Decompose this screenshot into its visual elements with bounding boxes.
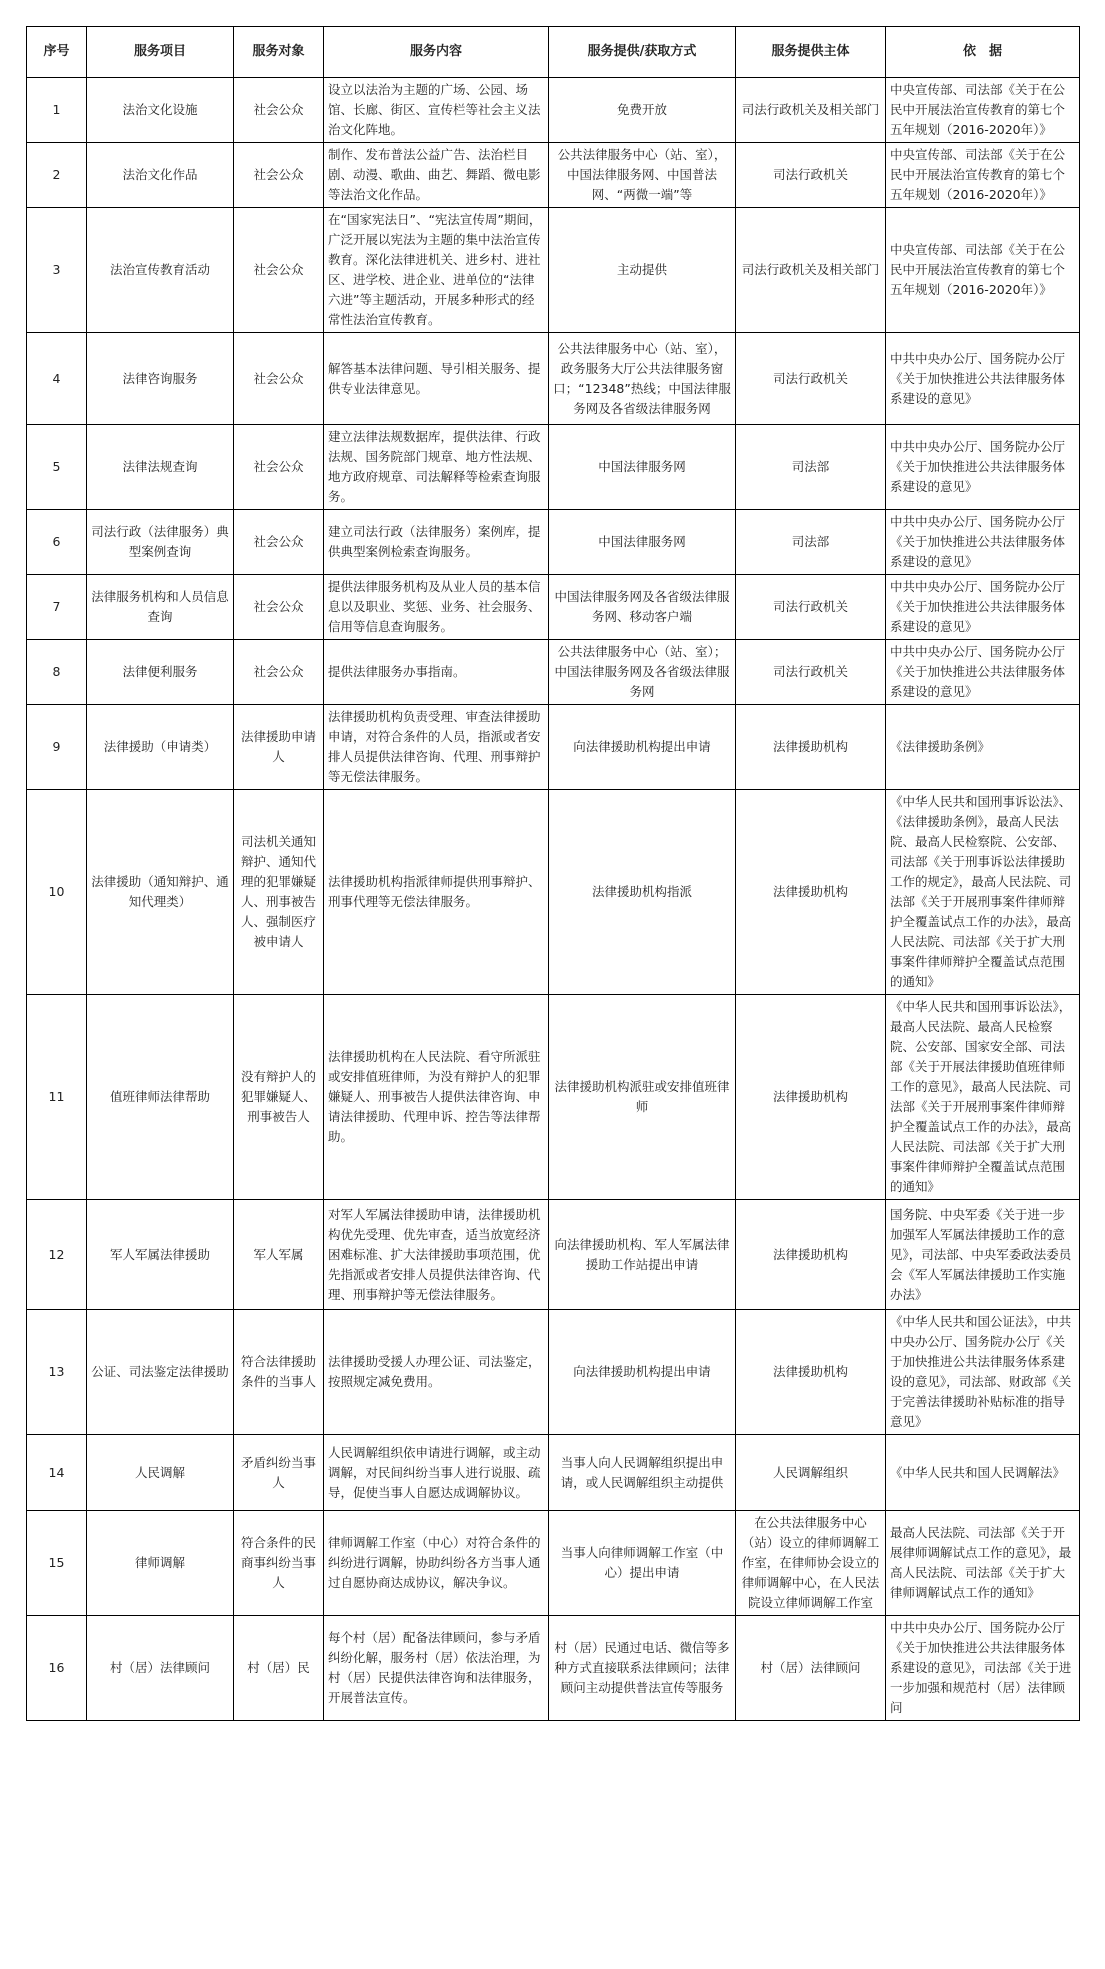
row-no: 9 [27, 705, 87, 790]
services-table-wrapper [26, 26, 1079, 1721]
table-header-row [27, 27, 1080, 78]
row-method: 法律援助机构指派 [549, 790, 736, 995]
row-no: 13 [27, 1310, 87, 1435]
table-row [27, 143, 1080, 208]
row-item: 村（居）法律顾问 [87, 1616, 234, 1721]
row-no: 5 [27, 425, 87, 510]
table-row [27, 640, 1080, 705]
row-provider: 法律援助机构 [736, 705, 886, 790]
table-row [27, 575, 1080, 640]
row-target: 司法机关通知辩护、通知代理的犯罪嫌疑人、刑事被告人、强制医疗被申请人 [234, 790, 324, 995]
row-target: 没有辩护人的犯罪嫌疑人、刑事被告人 [234, 995, 324, 1200]
row-provider: 司法行政机关 [736, 143, 886, 208]
row-provider: 法律援助机构 [736, 1200, 886, 1310]
header-no: 序号 [27, 27, 87, 78]
row-item: 法律服务机构和人员信息查询 [87, 575, 234, 640]
row-method: 村（居）民通过电话、微信等多种方式直接联系法律顾问；法律顾问主动提供普法宣传等服务 [549, 1616, 736, 1721]
row-content: 对军人军属法律援助申请，法律援助机构优先受理、优先审查，适当放宽经济困难标准、扩大法律援助事项范围，优先指派或者安排人员提供法律咨询、代理、刑事辩护等无偿法律服务。 [324, 1200, 549, 1310]
row-basis: 《中华人民共和国公证法》，中共中央办公厅、国务院办公厅《关于加快推进公共法律服务体系建设的意见》，司法部、财政部《关于完善法律援助补贴标准的指导意见》 [886, 1310, 1080, 1435]
header-content: 服务内容 [324, 27, 549, 78]
row-item: 律师调解 [87, 1511, 234, 1616]
row-provider: 在公共法律服务中心（站）设立的律师调解工作室，在律师协会设立的律师调解中心，在人民法院设立律师调解工作室 [736, 1511, 886, 1616]
row-item: 法律法规查询 [87, 425, 234, 510]
row-item: 法律便利服务 [87, 640, 234, 705]
table-row [27, 78, 1080, 143]
row-basis: 国务院、中央军委《关于进一步加强军人军属法律援助工作的意见》，司法部、中央军委政法委员会《军人军属法律援助工作实施办法》 [886, 1200, 1080, 1310]
table-row [27, 333, 1080, 425]
row-item: 法律援助（申请类） [87, 705, 234, 790]
row-target: 符合法律援助条件的当事人 [234, 1310, 324, 1435]
table-row [27, 790, 1080, 995]
row-target: 社会公众 [234, 640, 324, 705]
header-item: 服务项目 [87, 27, 234, 78]
row-content: 律师调解工作室（中心）对符合条件的纠纷进行调解，协助纠纷各方当事人通过自愿协商达成协议，解决争议。 [324, 1511, 549, 1616]
row-method: 法律援助机构派驻或安排值班律师 [549, 995, 736, 1200]
row-no: 16 [27, 1616, 87, 1721]
row-basis: 《中华人民共和国刑事诉讼法》、《法律援助条例》，最高人民法院、最高人民检察院、公安部、司法部《关于刑事诉讼法律援助工作的规定》，最高人民法院、司法部《关于开展刑事案件律师辩护全覆盖试点工作的办法》，最高人民法院、司法部《关于扩大刑事案件律师辩护全覆盖试点范围的通知》 [886, 790, 1080, 995]
row-content: 设立以法治为主题的广场、公园、场馆、长廊、街区、宣传栏等社会主义法治文化阵地。 [324, 78, 549, 143]
row-target: 村（居）民 [234, 1616, 324, 1721]
row-no: 7 [27, 575, 87, 640]
row-method: 向法律援助机构、军人军属法律援助工作站提出申请 [549, 1200, 736, 1310]
public-legal-services-table [26, 26, 1080, 1721]
row-method: 当事人向律师调解工作室（中心）提出申请 [549, 1511, 736, 1616]
row-basis: 《中华人民共和国人民调解法》 [886, 1435, 1080, 1511]
row-no: 2 [27, 143, 87, 208]
header-basis: 依 据 [886, 27, 1080, 78]
row-target: 符合条件的民商事纠纷当事人 [234, 1511, 324, 1616]
row-content: 在“国家宪法日”、“宪法宣传周”期间，广泛开展以宪法为主题的集中法治宣传教育。深化法律进机关、进乡村、进社区、进学校、进企业、进单位的“法律六进”等主题活动，开展多种形式的经常性法治宣传教育。 [324, 208, 549, 333]
table-row [27, 1200, 1080, 1310]
table-row [27, 510, 1080, 575]
row-target: 法律援助申请人 [234, 705, 324, 790]
row-item: 公证、司法鉴定法律援助 [87, 1310, 234, 1435]
row-target: 社会公众 [234, 143, 324, 208]
row-no: 4 [27, 333, 87, 425]
row-item: 法治文化设施 [87, 78, 234, 143]
row-method: 向法律援助机构提出申请 [549, 705, 736, 790]
row-content: 提供法律服务办事指南。 [324, 640, 549, 705]
row-content: 解答基本法律问题、导引相关服务、提供专业法律意见。 [324, 333, 549, 425]
row-target: 社会公众 [234, 333, 324, 425]
table-row [27, 425, 1080, 510]
table-row [27, 208, 1080, 333]
row-method: 当事人向人民调解组织提出申请，或人民调解组织主动提供 [549, 1435, 736, 1511]
header-target: 服务对象 [234, 27, 324, 78]
row-provider: 法律援助机构 [736, 1310, 886, 1435]
row-no: 11 [27, 995, 87, 1200]
row-content: 人民调解组织依申请进行调解，或主动调解，对民间纠纷当事人进行说服、疏导，促使当事人自愿达成调解协议。 [324, 1435, 549, 1511]
row-no: 1 [27, 78, 87, 143]
row-no: 15 [27, 1511, 87, 1616]
row-no: 12 [27, 1200, 87, 1310]
row-basis: 中共中央办公厅、国务院办公厅《关于加快推进公共法律服务体系建设的意见》 [886, 425, 1080, 510]
row-provider: 村（居）法律顾问 [736, 1616, 886, 1721]
row-method: 向法律援助机构提出申请 [549, 1310, 736, 1435]
row-basis: 《法律援助条例》 [886, 705, 1080, 790]
row-provider: 司法行政机关及相关部门 [736, 208, 886, 333]
row-item: 军人军属法律援助 [87, 1200, 234, 1310]
header-provider: 服务提供主体 [736, 27, 886, 78]
row-method: 免费开放 [549, 78, 736, 143]
row-basis: 中共中央办公厅、国务院办公厅《关于加快推进公共法律服务体系建设的意见》，司法部《关于进一步加强和规范村（居）法律顾问 [886, 1616, 1080, 1721]
row-provider: 司法部 [736, 425, 886, 510]
row-target: 军人军属 [234, 1200, 324, 1310]
row-no: 8 [27, 640, 87, 705]
row-method: 中国法律服务网 [549, 510, 736, 575]
row-method: 中国法律服务网及各省级法律服务网、移动客户端 [549, 575, 736, 640]
row-no: 14 [27, 1435, 87, 1511]
row-content: 建立法律法规数据库，提供法律、行政法规、国务院部门规章、地方性法规、地方政府规章、司法解释等检索查询服务。 [324, 425, 549, 510]
row-method: 公共法律服务中心（站、室），中国法律服务网、中国普法网、“两微一端”等 [549, 143, 736, 208]
row-item: 法治文化作品 [87, 143, 234, 208]
row-content: 法律援助机构指派律师提供刑事辩护、刑事代理等无偿法律服务。 [324, 790, 549, 995]
row-basis: 中共中央办公厅、国务院办公厅《关于加快推进公共法律服务体系建设的意见》 [886, 333, 1080, 425]
row-content: 法律援助机构负责受理、审查法律援助申请，对符合条件的人员，指派或者安排人员提供法律咨询、代理、刑事辩护等无偿法律服务。 [324, 705, 549, 790]
row-provider: 司法部 [736, 510, 886, 575]
row-content: 法律援助机构在人民法院、看守所派驻或安排值班律师，为没有辩护人的犯罪嫌疑人、刑事被告人提供法律咨询、申请法律援助、代理申诉、控告等法律帮助。 [324, 995, 549, 1200]
table-row [27, 1616, 1080, 1721]
row-basis: 中央宣传部、司法部《关于在公民中开展法治宣传教育的第七个五年规划（2016-2020年）》 [886, 143, 1080, 208]
row-target: 矛盾纠纷当事人 [234, 1435, 324, 1511]
row-provider: 司法行政机关 [736, 333, 886, 425]
table-row [27, 1310, 1080, 1435]
row-target: 社会公众 [234, 575, 324, 640]
row-basis: 《中华人民共和国刑事诉讼法》，最高人民法院、最高人民检察院、公安部、国家安全部、司法部《关于开展法律援助值班律师工作的意见》，最高人民法院、司法部《关于开展刑事案件律师辩护全覆盖试点工作的办法》，最高人民法院、司法部《关于扩大刑事案件律师辩护全覆盖试点范围的通知》 [886, 995, 1080, 1200]
row-provider: 法律援助机构 [736, 790, 886, 995]
row-method: 主动提供 [549, 208, 736, 333]
row-item: 法律援助（通知辩护、通知代理类） [87, 790, 234, 995]
row-provider: 法律援助机构 [736, 995, 886, 1200]
row-provider: 司法行政机关 [736, 640, 886, 705]
row-method: 中国法律服务网 [549, 425, 736, 510]
row-item: 人民调解 [87, 1435, 234, 1511]
row-provider: 司法行政机关及相关部门 [736, 78, 886, 143]
row-basis: 中共中央办公厅、国务院办公厅《关于加快推进公共法律服务体系建设的意见》 [886, 575, 1080, 640]
row-content: 提供法律服务机构及从业人员的基本信息以及职业、奖惩、业务、社会服务、信用等信息查询服务。 [324, 575, 549, 640]
row-target: 社会公众 [234, 425, 324, 510]
row-method: 公共法律服务中心（站、室）；中国法律服务网及各省级法律服务网 [549, 640, 736, 705]
row-content: 制作、发布普法公益广告、法治栏目剧、动漫、歌曲、曲艺、舞蹈、微电影等法治文化作品。 [324, 143, 549, 208]
row-item: 值班律师法律帮助 [87, 995, 234, 1200]
row-content: 法律援助受援人办理公证、司法鉴定，按照规定减免费用。 [324, 1310, 549, 1435]
table-row [27, 995, 1080, 1200]
header-method: 服务提供/获取方式 [549, 27, 736, 78]
row-basis: 中共中央办公厅、国务院办公厅《关于加快推进公共法律服务体系建设的意见》 [886, 640, 1080, 705]
row-provider: 司法行政机关 [736, 575, 886, 640]
row-target: 社会公众 [234, 510, 324, 575]
row-provider: 人民调解组织 [736, 1435, 886, 1511]
row-no: 3 [27, 208, 87, 333]
row-basis: 中央宣传部、司法部《关于在公民中开展法治宣传教育的第七个五年规划（2016-2020年）》 [886, 208, 1080, 333]
row-method: 公共法律服务中心（站、室），政务服务大厅公共法律服务窗口；“12348”热线；中国法律服务网及各省级法律服务网 [549, 333, 736, 425]
row-no: 10 [27, 790, 87, 995]
table-row [27, 1435, 1080, 1511]
table-row [27, 1511, 1080, 1616]
row-target: 社会公众 [234, 78, 324, 143]
row-target: 社会公众 [234, 208, 324, 333]
row-basis: 中共中央办公厅、国务院办公厅《关于加快推进公共法律服务体系建设的意见》 [886, 510, 1080, 575]
row-content: 建立司法行政（法律服务）案例库，提供典型案例检索查询服务。 [324, 510, 549, 575]
row-item: 法律咨询服务 [87, 333, 234, 425]
row-no: 6 [27, 510, 87, 575]
row-content: 每个村（居）配备法律顾问，参与矛盾纠纷化解，服务村（居）依法治理，为村（居）民提供法律咨询和法律服务，开展普法宣传。 [324, 1616, 549, 1721]
table-row [27, 705, 1080, 790]
row-item: 法治宣传教育活动 [87, 208, 234, 333]
row-item: 司法行政（法律服务）典型案例查询 [87, 510, 234, 575]
row-basis: 最高人民法院、司法部《关于开展律师调解试点工作的意见》，最高人民法院、司法部《关于扩大律师调解试点工作的通知》 [886, 1511, 1080, 1616]
row-basis: 中央宣传部、司法部《关于在公民中开展法治宣传教育的第七个五年规划（2016-2020年）》 [886, 78, 1080, 143]
